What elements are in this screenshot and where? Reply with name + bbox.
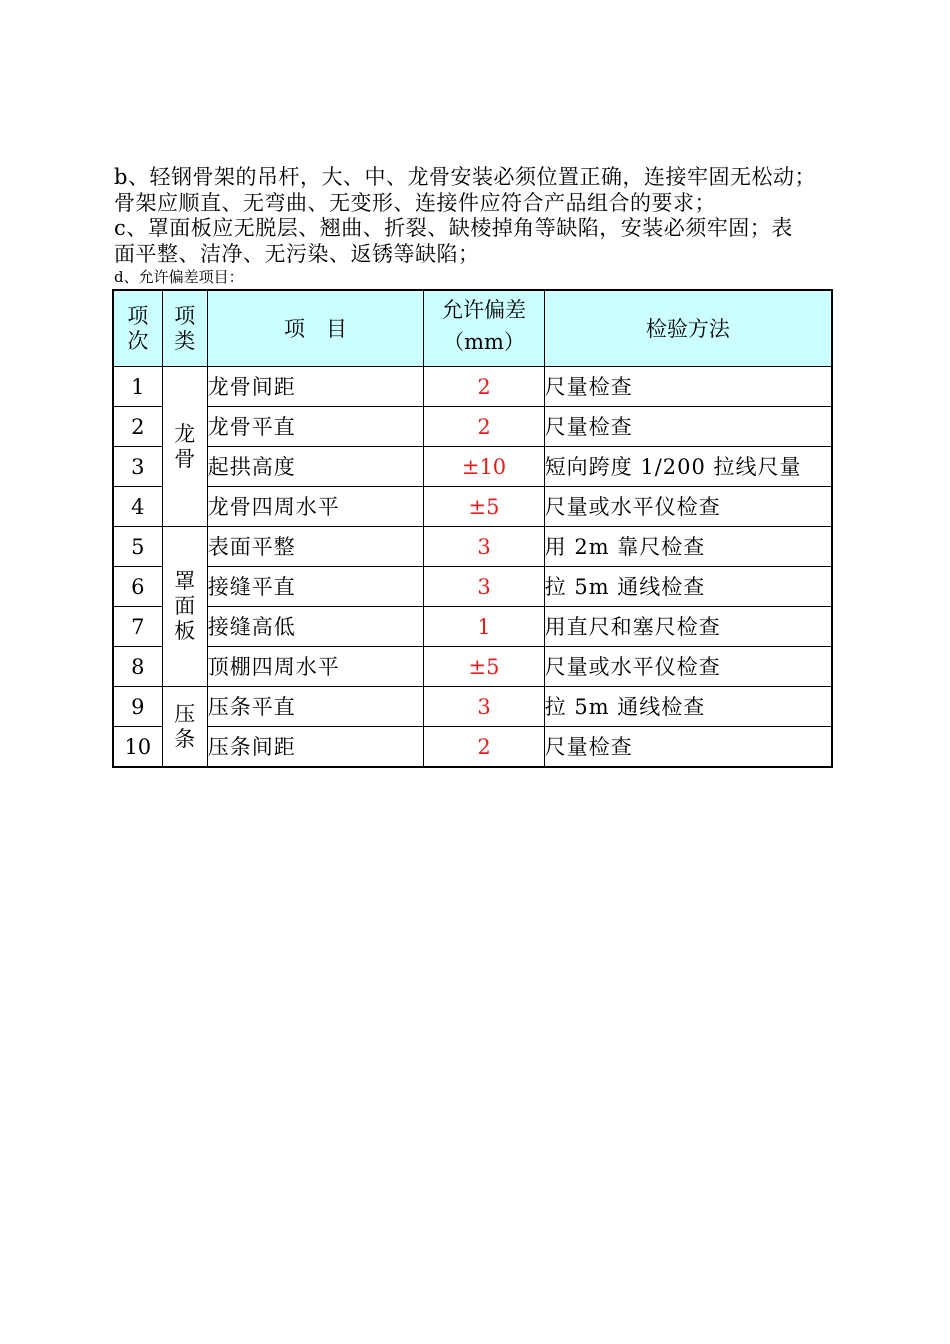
category-label: 龙骨 bbox=[174, 421, 196, 471]
cell-method: 尺量检查 bbox=[544, 407, 832, 447]
cell-category bbox=[162, 367, 207, 527]
cell-no: 5 bbox=[113, 527, 162, 567]
cell-tolerance: ±10 bbox=[424, 447, 544, 487]
cell-method: 用 2m 靠尺检查 bbox=[544, 527, 832, 567]
cell-method: 拉 5m 通线检查 bbox=[544, 567, 832, 607]
cell-category bbox=[162, 527, 207, 687]
table-row bbox=[113, 687, 832, 727]
cell-method: 短向跨度 1/200 拉线尺量 bbox=[544, 447, 832, 487]
table-body bbox=[113, 367, 832, 768]
cell-tolerance: ±5 bbox=[424, 487, 544, 527]
cell-category bbox=[162, 687, 207, 768]
paragraph-d-heading: d、允许偏差项目： bbox=[114, 268, 244, 286]
table-row bbox=[113, 527, 832, 567]
header-tolerance-line-2: （mm） bbox=[443, 329, 525, 354]
cell-tolerance: 2 bbox=[424, 407, 544, 447]
cell-method: 尺量或水平仪检查 bbox=[544, 647, 832, 687]
paragraph-c-line-1: c、罩面板应无脱层、翘曲、折裂、缺棱掉角等缺陷，安装必须牢固；表 bbox=[114, 216, 793, 240]
cell-no: 2 bbox=[113, 407, 162, 447]
paragraph-b-line-1: b、轻钢骨架的吊杆，大、中、龙骨安装必须位置正确，连接牢固无松动； bbox=[114, 165, 816, 189]
table-row bbox=[113, 567, 832, 607]
cell-tolerance: 3 bbox=[424, 687, 544, 727]
table-row bbox=[113, 447, 832, 487]
cell-item: 龙骨四周水平 bbox=[207, 487, 424, 527]
table-row bbox=[113, 487, 832, 527]
header-category: 项类 bbox=[162, 290, 207, 367]
table-row bbox=[113, 367, 832, 407]
cell-no: 1 bbox=[113, 367, 162, 407]
cell-item: 压条间距 bbox=[207, 727, 424, 768]
paragraph-b bbox=[114, 164, 894, 216]
cell-tolerance: 1 bbox=[424, 607, 544, 647]
category-label: 压条 bbox=[174, 701, 196, 751]
cell-tolerance: 2 bbox=[424, 367, 544, 407]
cell-method: 尺量或水平仪检查 bbox=[544, 487, 832, 527]
cell-item: 表面平整 bbox=[207, 527, 424, 567]
cell-item: 起拱高度 bbox=[207, 447, 424, 487]
cell-no: 7 bbox=[113, 607, 162, 647]
paragraph-b-line-2: 骨架应顺直、无弯曲、无变形、连接件应符合产品组合的要求； bbox=[114, 191, 716, 215]
table-row bbox=[113, 607, 832, 647]
cell-item: 顶棚四周水平 bbox=[207, 647, 424, 687]
cell-item: 接缝平直 bbox=[207, 567, 424, 607]
table-header-row bbox=[113, 290, 832, 367]
header-method: 检验方法 bbox=[544, 290, 832, 367]
cell-method: 尺量检查 bbox=[544, 727, 832, 768]
table-row bbox=[113, 647, 832, 687]
cell-no: 3 bbox=[113, 447, 162, 487]
cell-no: 4 bbox=[113, 487, 162, 527]
cell-tolerance: 2 bbox=[424, 727, 544, 768]
cell-no: 10 bbox=[113, 727, 162, 768]
header-item: 项 目 bbox=[207, 290, 424, 367]
cell-item: 龙骨平直 bbox=[207, 407, 424, 447]
cell-no: 6 bbox=[113, 567, 162, 607]
header-tolerance bbox=[424, 290, 544, 367]
cell-item: 龙骨间距 bbox=[207, 367, 424, 407]
table-row bbox=[113, 727, 832, 768]
header-tolerance-line-1: 允许偏差 bbox=[442, 297, 526, 322]
cell-method: 用直尺和塞尺检查 bbox=[544, 607, 832, 647]
table-row bbox=[113, 407, 832, 447]
paragraph-c bbox=[114, 215, 894, 267]
cell-method: 尺量检查 bbox=[544, 367, 832, 407]
cell-tolerance: 3 bbox=[424, 567, 544, 607]
paragraph-c-line-2: 面平整、洁净、无污染、返锈等缺陷； bbox=[114, 242, 480, 266]
cell-method: 拉 5m 通线检查 bbox=[544, 687, 832, 727]
cell-item: 接缝高低 bbox=[207, 607, 424, 647]
header-no: 项次 bbox=[113, 290, 162, 367]
tolerance-table bbox=[112, 289, 833, 768]
category-label: 罩面板 bbox=[174, 569, 196, 643]
cell-tolerance: ±5 bbox=[424, 647, 544, 687]
cell-tolerance: 3 bbox=[424, 527, 544, 567]
cell-no: 9 bbox=[113, 687, 162, 727]
cell-item: 压条平直 bbox=[207, 687, 424, 727]
cell-no: 8 bbox=[113, 647, 162, 687]
